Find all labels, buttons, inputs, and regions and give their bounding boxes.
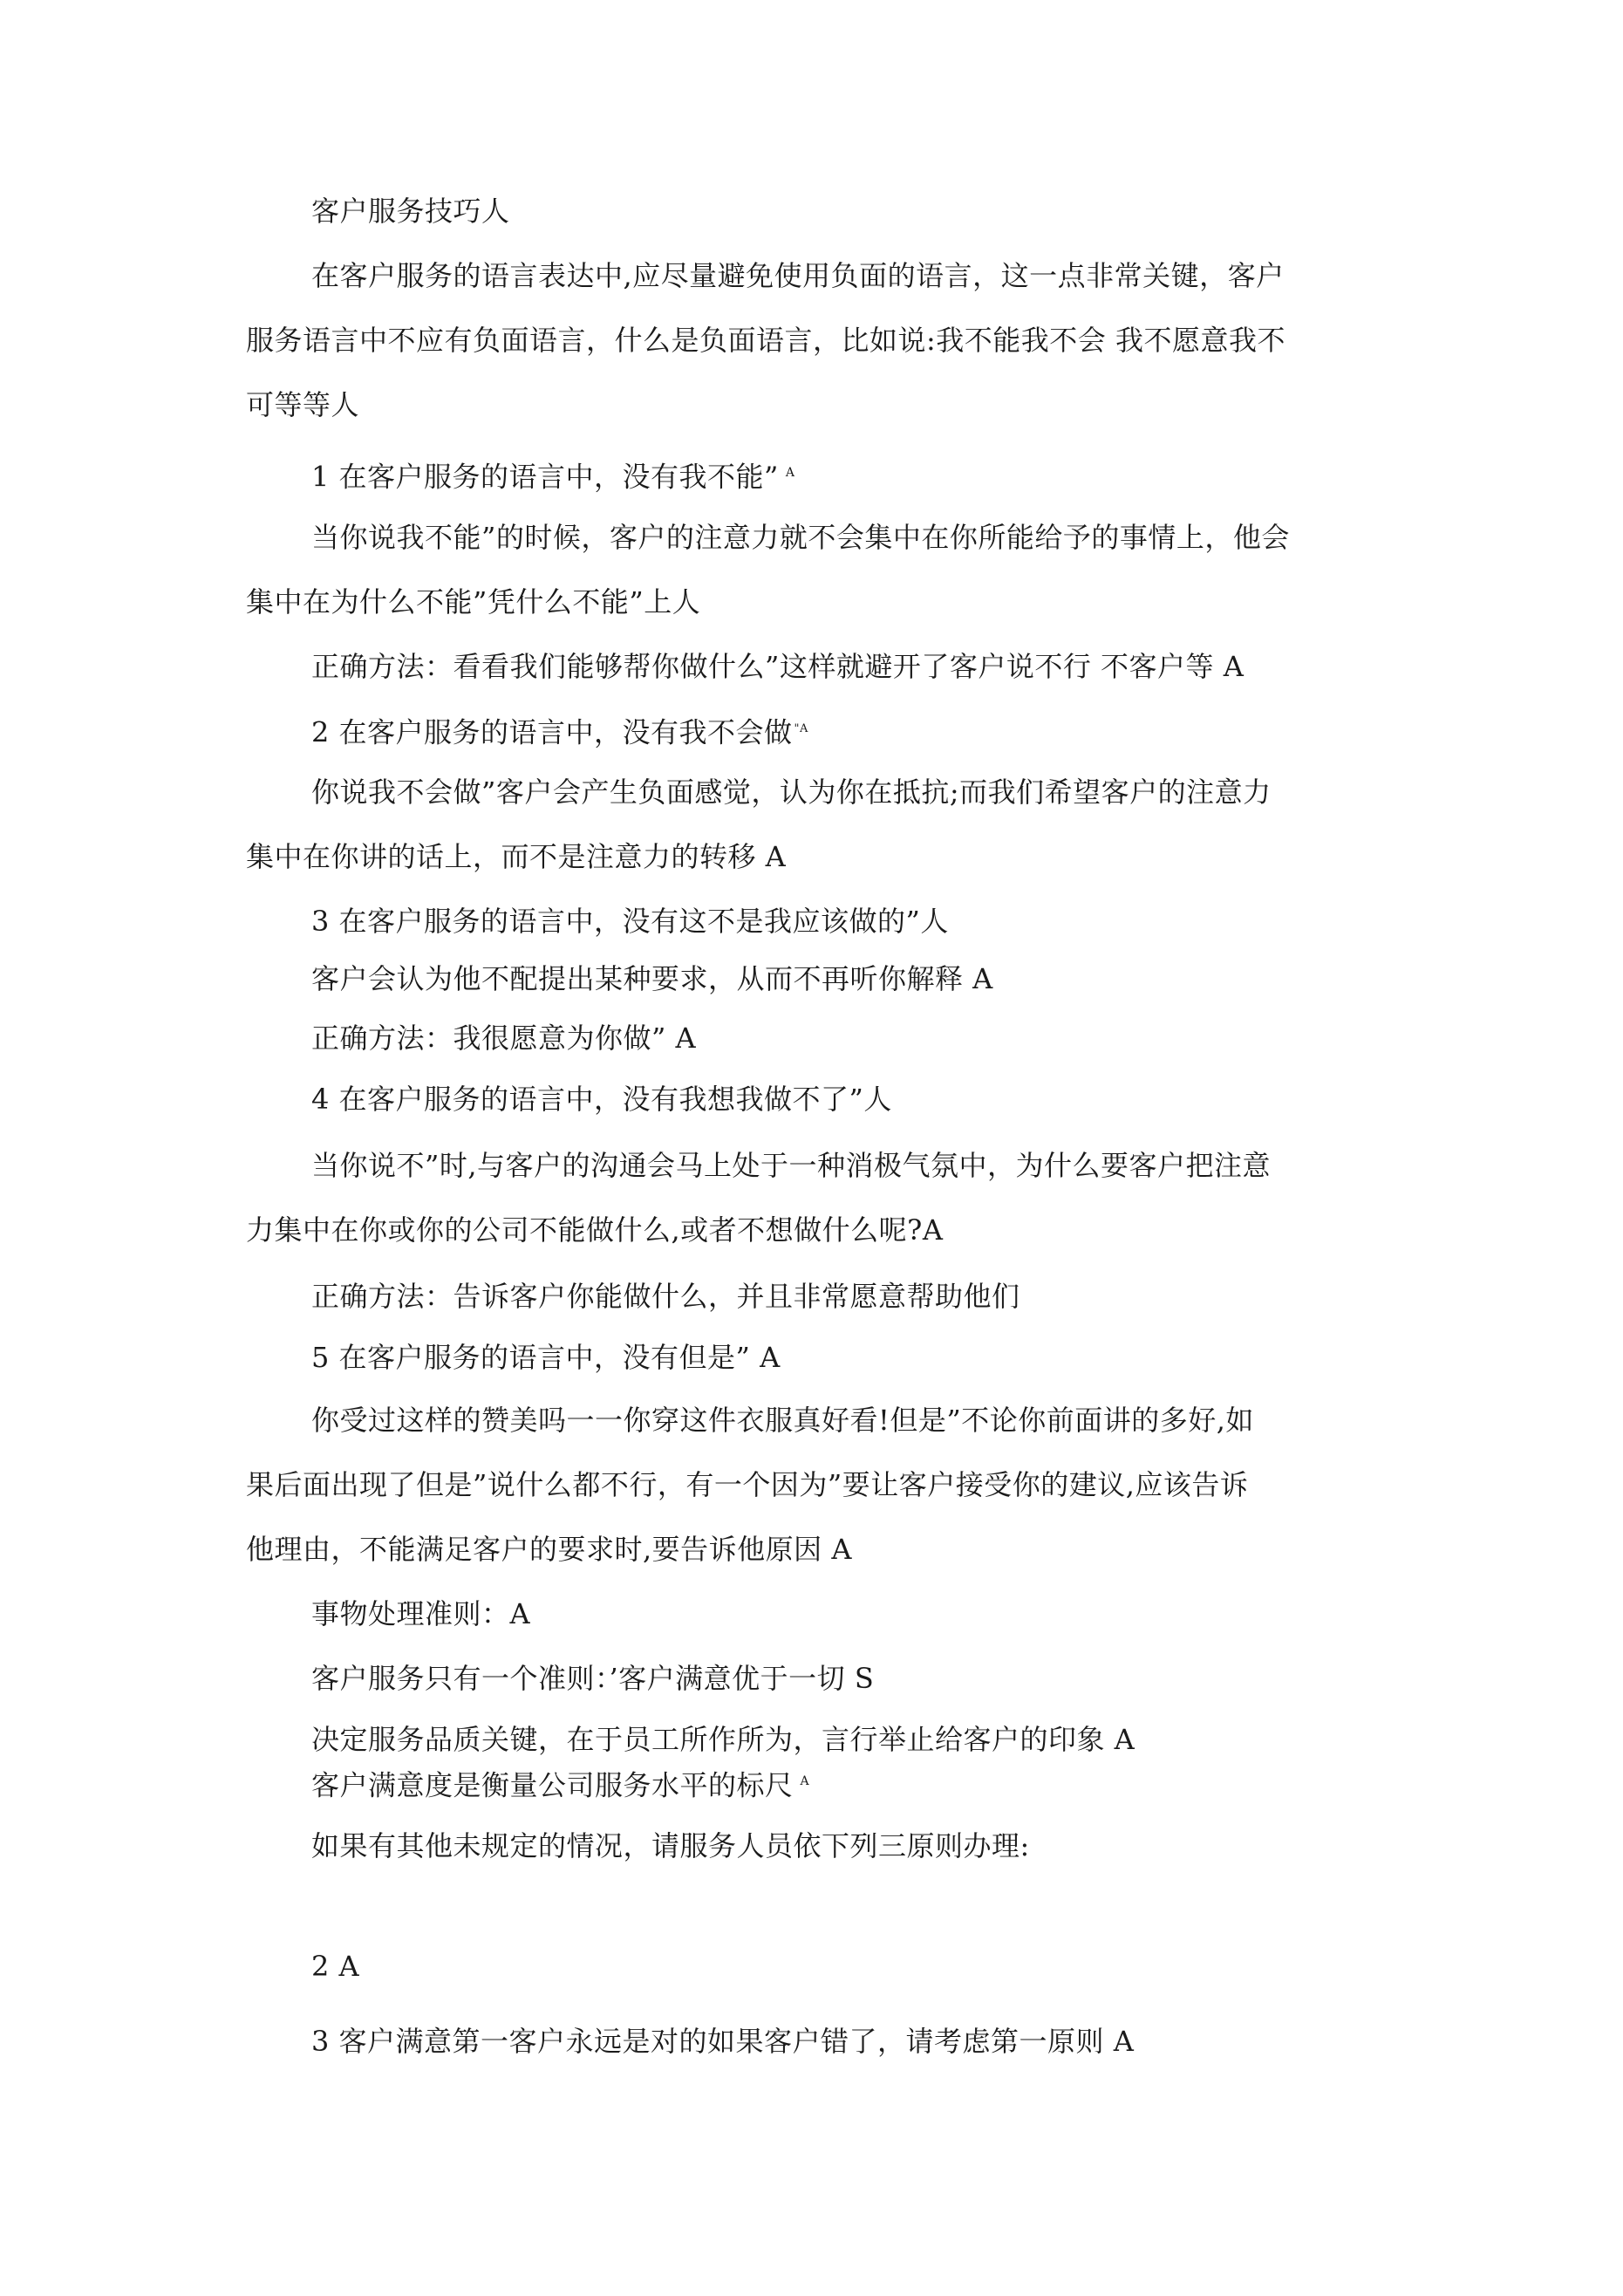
paragraph-line: 你说我不会做”客户会产生负面感觉，认为你在抵抗;而我们希望客户的注意力 [311,776,1272,809]
paragraph-line: 客户服务只有一个准则：’客户满意优于一切 S [311,1662,875,1695]
paragraph-line: 当你说我不能”的时候，客户的注意力就不会集中在你所能给予的事情上，他会 [311,521,1290,554]
paragraph-line: 在客户服务的语言表达中,应尽量避免使用负面的语言，这一点非常关键，客户 [311,259,1285,292]
paragraph-line: 正确方法：告诉客户你能做什么，并且非常愿意帮助他们 [311,1280,1020,1313]
heading-text: 2 在客户服务的语言中，没有我不会做 [311,715,793,749]
paragraph-line: 正确方法：我很愿意为你做” A [311,1022,697,1055]
section-heading-5: 5 在客户服务的语言中，没有但是” A [311,1341,781,1374]
paragraph-line: 正确方法：看看我们能够帮你做什么”这样就避开了客户说不行 不客户等 A [311,650,1245,683]
paragraph-line: 你受过这样的赞美吗一一你穿这件衣服真好看!但是”不论你前面讲的多好,如 [311,1404,1254,1437]
section-heading-3: 3 在客户服务的语言中，没有这不是我应该做的”人 [311,905,949,938]
section-heading-2 [311,712,1415,750]
list-item: 3 客户满意第一客户永远是对的如果客户错了，请考虑第一原则 A [311,2025,1135,2058]
footnote-mark: A [785,466,795,480]
paragraph-line: 可等等人 [246,388,360,421]
list-item: 2 A [311,1950,360,1983]
paragraph-line: 当你说不”时,与客户的沟通会马上处于一种消极气氛中，为什么要客户把注意 [311,1149,1272,1182]
paragraph-line: 事物处理准则：A [311,1597,531,1630]
paragraph-line: 服务语言中不应有负面语言，什么是负面语言，比如说:我不能我不会 我不愿意我不 [246,324,1285,357]
document-title: 客户服务技巧人 [311,195,510,228]
section-heading-4: 4 在客户服务的语言中，没有我想我做不了”人 [311,1083,892,1116]
paragraph-line: 果后面出现了但是”说什么都不行，有一个因为”要让客户接受你的建议,应该告诉 [246,1468,1249,1501]
footnote-mark: "A [794,722,808,735]
footnote-mark: A [800,1774,810,1788]
section-heading-1 [311,455,1415,495]
line-text: 客户满意度是衡量公司服务水平的标尺 [311,1768,794,1802]
paragraph-line: 决定服务品质关键，在于员工所作所为，言行举止给客户的印象 A [311,1723,1135,1756]
paragraph-line: 他理由，不能满足客户的要求时,要告诉他原因 A [246,1533,852,1566]
paragraph-line: 客户会认为他不配提出某种要求，从而不再听你解释 A [311,962,993,995]
paragraph-line: 力集中在你或你的公司不能做什么,或者不想做什么呢?A [246,1213,944,1247]
paragraph-line: 集中在你讲的话上，而不是注意力的转移 A [246,840,787,873]
paragraph-line: 如果有其他未规定的情况，请服务人员依下列三原则办理: [311,1829,1030,1862]
paragraph-line [311,1764,1415,1803]
heading-text: 1 在客户服务的语言中，没有我不能” [311,460,779,494]
paragraph-line: 集中在为什么不能”凭什么不能”上人 [246,585,701,618]
